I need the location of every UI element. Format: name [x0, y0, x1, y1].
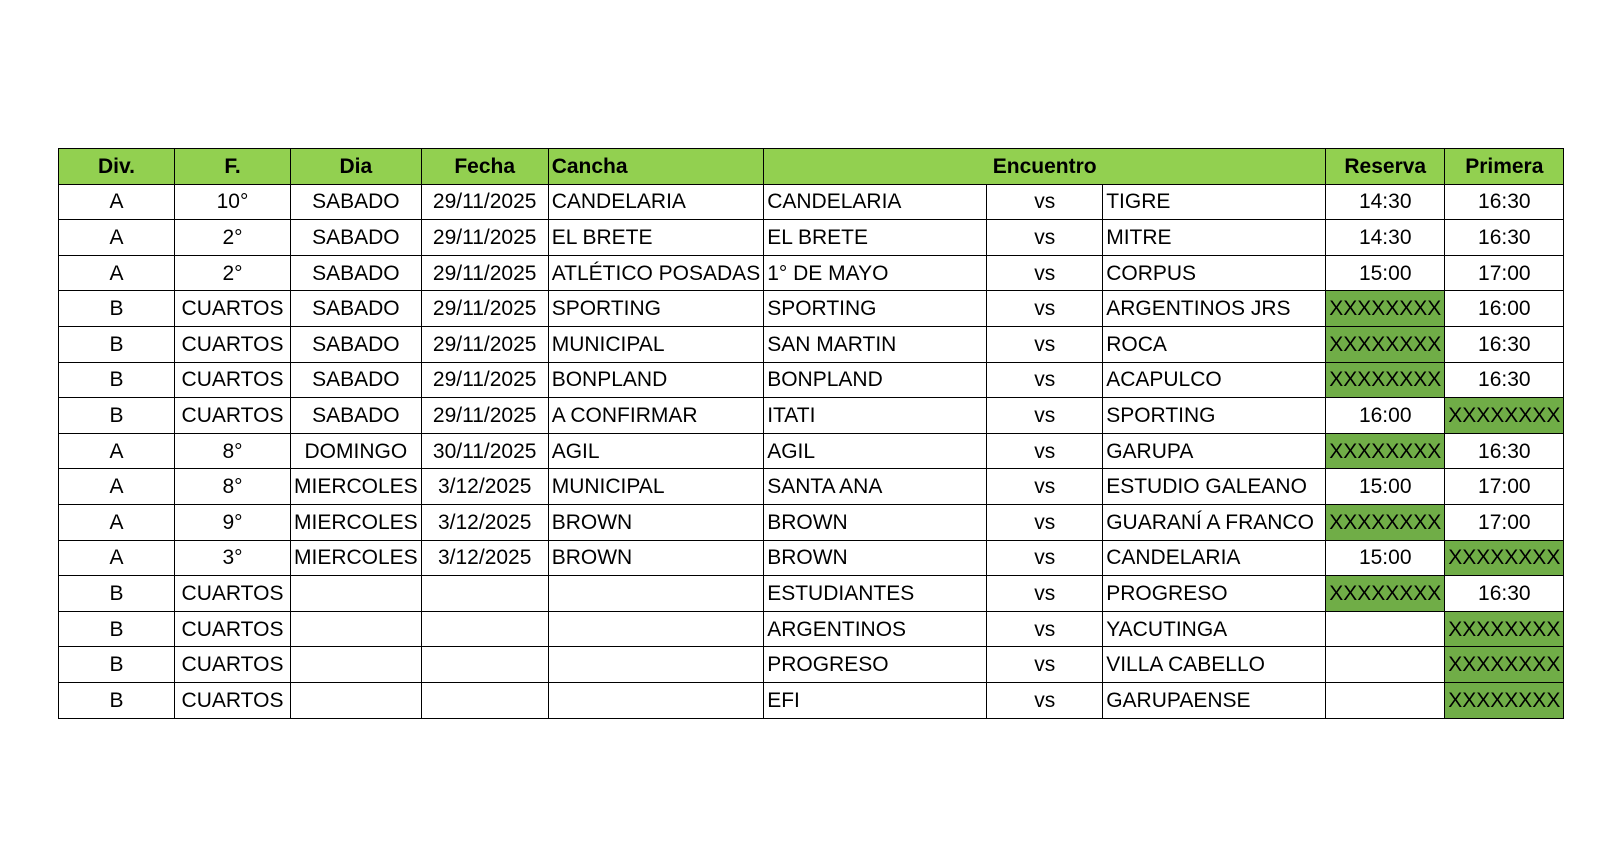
cell-local: EL BRETE [764, 220, 987, 256]
cell-dia: MIERCOLES [291, 504, 422, 540]
cell-vs: vs [987, 398, 1103, 434]
cell-div: B [59, 647, 175, 683]
cell-local: AGIL [764, 433, 987, 469]
cell-visitante: MITRE [1103, 220, 1326, 256]
cell-vs: vs [987, 220, 1103, 256]
cell-primera: 17:00 [1445, 504, 1564, 540]
cell-cancha [548, 576, 764, 612]
cell-dia: SABADO [291, 398, 422, 434]
cell-div: A [59, 540, 175, 576]
cell-vs: vs [987, 362, 1103, 398]
cell-fecha: 3/12/2025 [421, 504, 548, 540]
cell-cancha [548, 682, 764, 718]
cell-fecha [421, 611, 548, 647]
cell-local: ITATI [764, 398, 987, 434]
cell-local: 1° DE MAYO [764, 255, 987, 291]
cell-visitante: ROCA [1103, 326, 1326, 362]
cell-vs: vs [987, 540, 1103, 576]
cell-local: SAN MARTIN [764, 326, 987, 362]
cell-fecha [421, 576, 548, 612]
cell-local: SANTA ANA [764, 469, 987, 505]
cell-cancha: MUNICIPAL [548, 326, 764, 362]
table-row [59, 682, 1564, 718]
cell-fecha-numero: 8° [175, 469, 291, 505]
cell-primera: 16:30 [1445, 220, 1564, 256]
cell-fecha-numero: CUARTOS [175, 362, 291, 398]
header-dia: Dia [291, 149, 422, 185]
cell-fecha [421, 647, 548, 683]
cell-div: B [59, 398, 175, 434]
header-cancha: Cancha [548, 149, 764, 185]
cell-reserva: XXXXXXXX [1326, 433, 1445, 469]
cell-reserva: 16:00 [1326, 398, 1445, 434]
table-row [59, 433, 1564, 469]
table-row [59, 647, 1564, 683]
cell-local: SPORTING [764, 291, 987, 327]
table-row [59, 611, 1564, 647]
cell-primera: 16:00 [1445, 291, 1564, 327]
header-encuentro: Encuentro [764, 149, 1326, 185]
cell-vs: vs [987, 469, 1103, 505]
cell-local: PROGRESO [764, 647, 987, 683]
cell-div: B [59, 291, 175, 327]
cell-reserva: 14:30 [1326, 220, 1445, 256]
cell-visitante: SPORTING [1103, 398, 1326, 434]
cell-fecha: 29/11/2025 [421, 326, 548, 362]
cell-visitante: YACUTINGA [1103, 611, 1326, 647]
cell-visitante: PROGRESO [1103, 576, 1326, 612]
cell-vs: vs [987, 504, 1103, 540]
cell-div: B [59, 362, 175, 398]
cell-dia [291, 647, 422, 683]
table-row [59, 398, 1564, 434]
header-row [59, 149, 1564, 185]
cell-visitante: VILLA CABELLO [1103, 647, 1326, 683]
cell-div: B [59, 326, 175, 362]
cell-fecha [421, 682, 548, 718]
cell-local: EFI [764, 682, 987, 718]
cell-primera: 17:00 [1445, 255, 1564, 291]
cell-vs: vs [987, 326, 1103, 362]
cell-fecha-numero: 10° [175, 184, 291, 220]
cell-cancha: MUNICIPAL [548, 469, 764, 505]
cell-fecha-numero: CUARTOS [175, 326, 291, 362]
cell-dia: SABADO [291, 255, 422, 291]
cell-fecha: 29/11/2025 [421, 184, 548, 220]
cell-primera: XXXXXXXX [1445, 398, 1564, 434]
cell-reserva: 15:00 [1326, 540, 1445, 576]
cell-fecha: 29/11/2025 [421, 398, 548, 434]
cell-dia: SABADO [291, 184, 422, 220]
cell-reserva: 15:00 [1326, 469, 1445, 505]
cell-cancha: SPORTING [548, 291, 764, 327]
cell-dia: MIERCOLES [291, 469, 422, 505]
header-fecha: Fecha [421, 149, 548, 185]
cell-visitante: ACAPULCO [1103, 362, 1326, 398]
cell-cancha: AGIL [548, 433, 764, 469]
cell-visitante: ARGENTINOS JRS [1103, 291, 1326, 327]
cell-cancha: BONPLAND [548, 362, 764, 398]
cell-fecha: 29/11/2025 [421, 362, 548, 398]
cell-primera: XXXXXXXX [1445, 611, 1564, 647]
cell-dia [291, 682, 422, 718]
cell-fecha-numero: 2° [175, 255, 291, 291]
cell-div: A [59, 184, 175, 220]
cell-div: A [59, 433, 175, 469]
cell-reserva: 14:30 [1326, 184, 1445, 220]
cell-primera: XXXXXXXX [1445, 647, 1564, 683]
cell-fecha: 30/11/2025 [421, 433, 548, 469]
cell-fecha-numero: CUARTOS [175, 291, 291, 327]
table-row [59, 220, 1564, 256]
cell-vs: vs [987, 647, 1103, 683]
cell-fecha-numero: 2° [175, 220, 291, 256]
cell-vs: vs [987, 291, 1103, 327]
cell-visitante: ESTUDIO GALEANO [1103, 469, 1326, 505]
cell-reserva: XXXXXXXX [1326, 576, 1445, 612]
cell-dia: MIERCOLES [291, 540, 422, 576]
cell-local: ESTUDIANTES [764, 576, 987, 612]
cell-fecha-numero: CUARTOS [175, 576, 291, 612]
cell-visitante: TIGRE [1103, 184, 1326, 220]
cell-dia: SABADO [291, 362, 422, 398]
cell-dia [291, 576, 422, 612]
cell-fecha-numero: CUARTOS [175, 647, 291, 683]
cell-vs: vs [987, 682, 1103, 718]
cell-fecha: 3/12/2025 [421, 540, 548, 576]
cell-vs: vs [987, 611, 1103, 647]
cell-dia: SABADO [291, 326, 422, 362]
cell-cancha: BROWN [548, 540, 764, 576]
cell-vs: vs [987, 433, 1103, 469]
cell-fecha-numero: CUARTOS [175, 682, 291, 718]
cell-cancha: EL BRETE [548, 220, 764, 256]
cell-cancha [548, 647, 764, 683]
header-primera: Primera [1445, 149, 1564, 185]
cell-div: A [59, 504, 175, 540]
cell-div: A [59, 469, 175, 505]
cell-reserva: XXXXXXXX [1326, 362, 1445, 398]
cell-local: BROWN [764, 540, 987, 576]
table-row [59, 504, 1564, 540]
cell-reserva: XXXXXXXX [1326, 504, 1445, 540]
cell-primera: 16:30 [1445, 184, 1564, 220]
cell-reserva [1326, 611, 1445, 647]
cell-local: BROWN [764, 504, 987, 540]
table-row [59, 291, 1564, 327]
cell-fecha: 29/11/2025 [421, 220, 548, 256]
header-f: F. [175, 149, 291, 185]
cell-dia [291, 611, 422, 647]
cell-visitante: CANDELARIA [1103, 540, 1326, 576]
cell-reserva: XXXXXXXX [1326, 291, 1445, 327]
cell-div: A [59, 220, 175, 256]
cell-reserva [1326, 682, 1445, 718]
cell-primera: XXXXXXXX [1445, 682, 1564, 718]
cell-local: ARGENTINOS [764, 611, 987, 647]
cell-div: B [59, 576, 175, 612]
table-row [59, 326, 1564, 362]
table-row [59, 576, 1564, 612]
table-row [59, 362, 1564, 398]
cell-fecha: 3/12/2025 [421, 469, 548, 505]
cell-local: CANDELARIA [764, 184, 987, 220]
cell-primera: 16:30 [1445, 362, 1564, 398]
cell-primera: 16:30 [1445, 433, 1564, 469]
cell-fecha-numero: 8° [175, 433, 291, 469]
cell-visitante: GARUPA [1103, 433, 1326, 469]
table-row [59, 540, 1564, 576]
cell-reserva: XXXXXXXX [1326, 326, 1445, 362]
cell-fecha-numero: 3° [175, 540, 291, 576]
cell-vs: vs [987, 576, 1103, 612]
cell-div: A [59, 255, 175, 291]
header-reserva: Reserva [1326, 149, 1445, 185]
cell-div: B [59, 611, 175, 647]
cell-cancha: CANDELARIA [548, 184, 764, 220]
cell-primera: 17:00 [1445, 469, 1564, 505]
cell-cancha: BROWN [548, 504, 764, 540]
cell-div: B [59, 682, 175, 718]
table-row [59, 469, 1564, 505]
cell-primera: 16:30 [1445, 576, 1564, 612]
header-div: Div. [59, 149, 175, 185]
cell-cancha: A CONFIRMAR [548, 398, 764, 434]
cell-dia: SABADO [291, 220, 422, 256]
table-row [59, 255, 1564, 291]
cell-vs: vs [987, 184, 1103, 220]
cell-reserva [1326, 647, 1445, 683]
cell-dia: SABADO [291, 291, 422, 327]
cell-local: BONPLAND [764, 362, 987, 398]
cell-cancha [548, 611, 764, 647]
cell-fecha: 29/11/2025 [421, 291, 548, 327]
fixture-rows [59, 184, 1564, 718]
cell-vs: vs [987, 255, 1103, 291]
cell-visitante: GUARANÍ A FRANCO [1103, 504, 1326, 540]
table-row [59, 184, 1564, 220]
cell-primera: 16:30 [1445, 326, 1564, 362]
cell-fecha-numero: CUARTOS [175, 611, 291, 647]
cell-visitante: GARUPAENSE [1103, 682, 1326, 718]
cell-fecha-numero: 9° [175, 504, 291, 540]
cell-reserva: 15:00 [1326, 255, 1445, 291]
cell-visitante: CORPUS [1103, 255, 1326, 291]
cell-primera: XXXXXXXX [1445, 540, 1564, 576]
cell-dia: DOMINGO [291, 433, 422, 469]
fixture-table [58, 148, 1564, 719]
cell-fecha: 29/11/2025 [421, 255, 548, 291]
cell-fecha-numero: CUARTOS [175, 398, 291, 434]
cell-cancha: ATLÉTICO POSADAS [548, 255, 764, 291]
